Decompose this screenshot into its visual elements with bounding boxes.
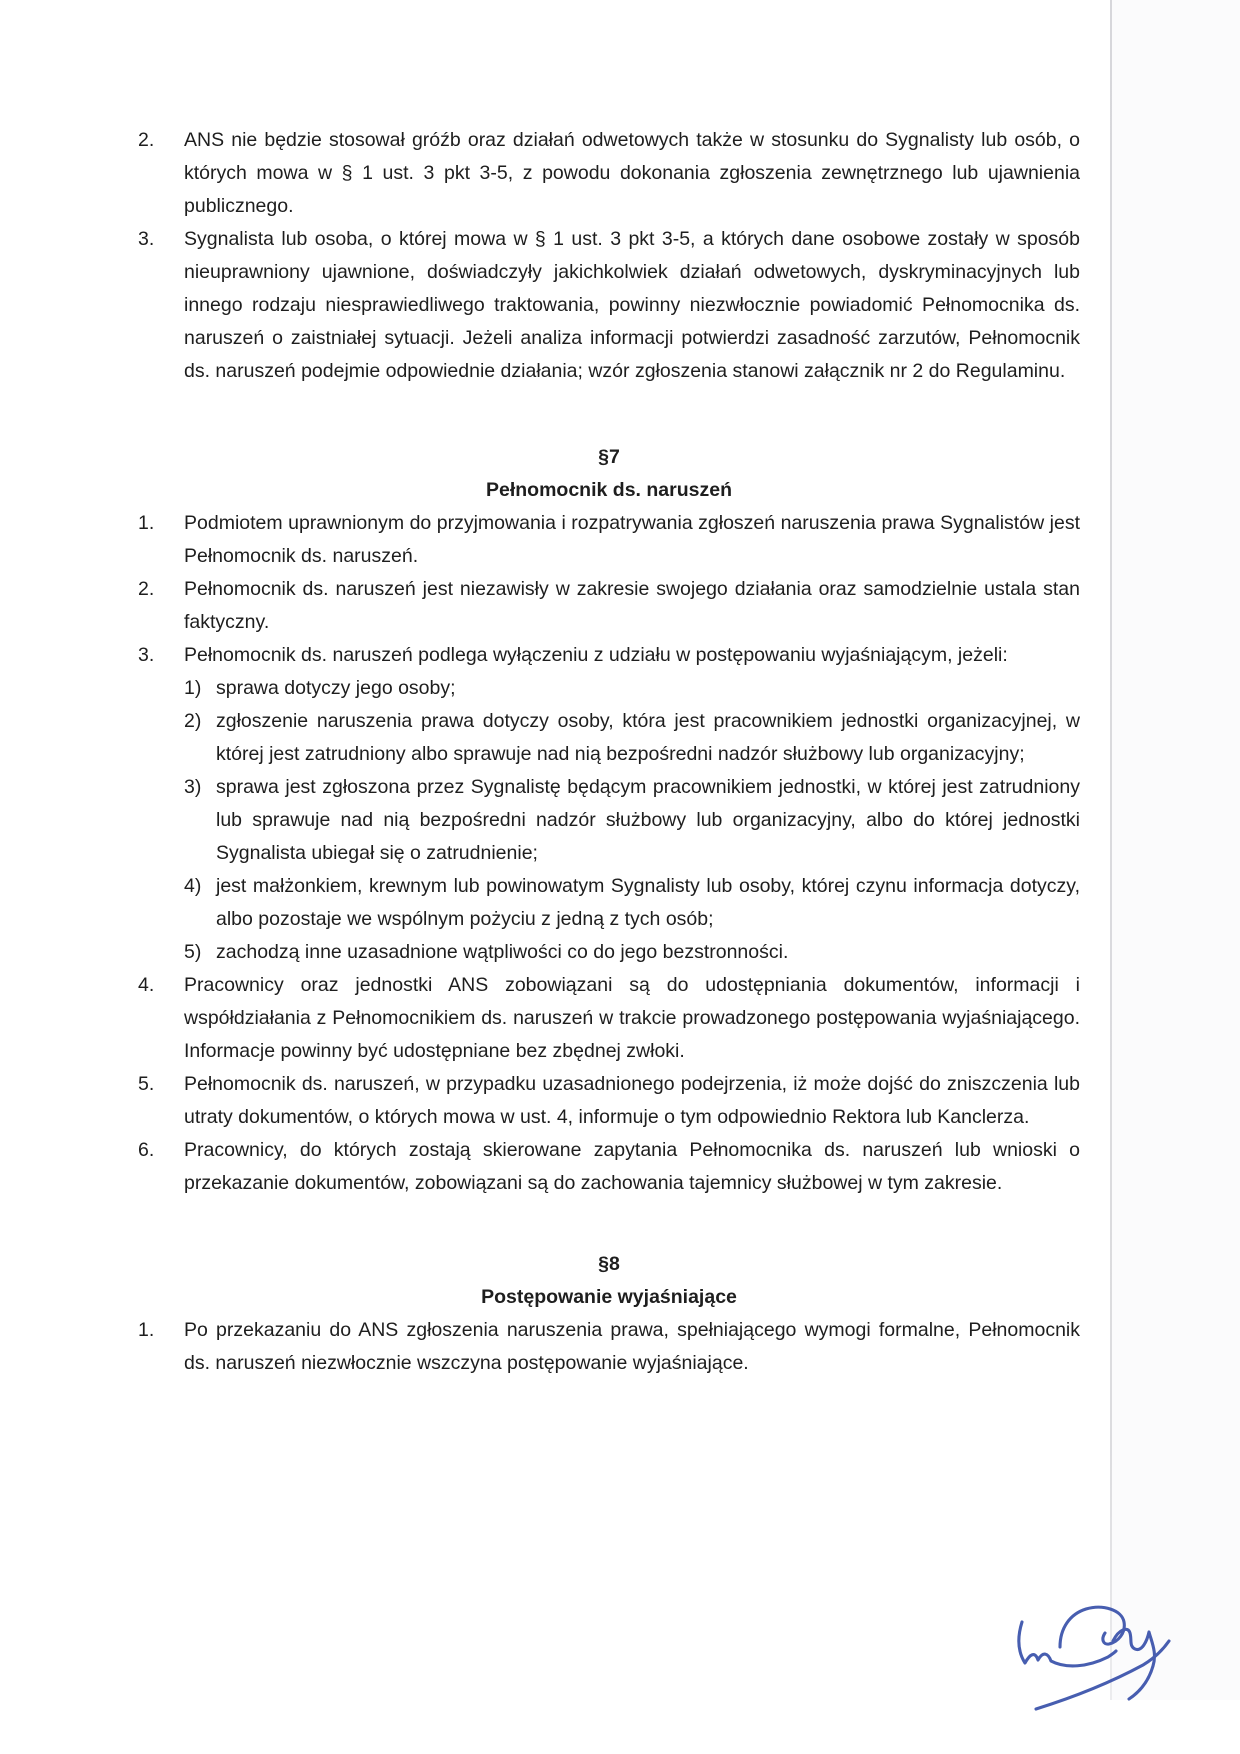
section-7-number: §7: [598, 446, 620, 468]
list-item-number: 2.: [138, 578, 155, 600]
list-item-number: 5.: [138, 1073, 155, 1095]
sub-list-item-number: 2): [184, 710, 202, 732]
sub-list-item-text: zachodzą inne uzasadnione wątpliwości co do jego bezstronności.: [216, 941, 789, 963]
sub-list-item-number: 4): [184, 875, 202, 897]
section-8-number: §8: [598, 1253, 620, 1275]
sub-list-item: [184, 672, 1080, 705]
sub-list-item: [184, 870, 1080, 936]
section-7-title: Pełnomocnik ds. naruszeń: [486, 479, 732, 501]
list-item-text: Pracownicy oraz jednostki ANS zobowiązani są do udostępniania dokumentów, informacji i współdziałania z Pełnomocnikiem ds. naruszeń w trakcie prowadzonego postępowania wyjaśniającego. Informacje powinny być udostępniane bez zbędnej zwłoki.: [184, 974, 1080, 1062]
sub-list-item-number: 5): [184, 941, 202, 963]
section-8-title: Postępowanie wyjaśniające: [481, 1286, 737, 1308]
sub-list-item-text: sprawa jest zgłoszona przez Sygnalistę będącym pracownikiem jednostki, w której jest zatrudniony lub sprawuje nad nią bezpośredni nadzór służbowy lub organizacyjny, albo do której jednostki Sygnalista ubiegał się o zatrudnienie;: [216, 776, 1080, 864]
list-item-number: 3.: [138, 644, 155, 666]
list-item-number: 4.: [138, 974, 155, 996]
sub-list-item: [184, 771, 1080, 870]
list-item-number: 6.: [138, 1139, 155, 1161]
list-item: [138, 223, 1080, 388]
list-item-number: 3.: [138, 228, 155, 250]
document-content: [138, 124, 1080, 1380]
sub-list-item: [184, 705, 1080, 771]
list-item-text: Sygnalista lub osoba, o której mowa w § 1 ust. 3 pkt 3-5, a których dane osobowe zostały w sposób nieuprawniony ujawnione, doświadczyły jakichkolwiek działań odwetowych, dyskryminacyjnych lub innego rodzaju niesprawiedliwego traktowania, powinny niezwłocznie powiadomić Pełnomocnika ds. naruszeń o zaistniałej sytuacji. Jeżeli analiza informacji potwierdzi zasadność zarzutów, Pełnomocnik ds. naruszeń podejmie odpowiednie działania; wzór zgłoszenia stanowi załącznik nr 2 do Regulaminu.: [184, 228, 1080, 382]
list-item-text: ANS nie będzie stosował gróźb oraz działań odwetowych także w stosunku do Sygnalisty lub osób, o których mowa w § 1 ust. 3 pkt 3-5, z powodu dokonania zgłoszenia zewnętrznego lub ujawnienia publicznego.: [184, 129, 1080, 217]
list-item-text: Podmiotem uprawnionym do przyjmowania i rozpatrywania zgłoszeń naruszenia prawa Sygnalistów jest Pełnomocnik ds. naruszeń.: [184, 512, 1080, 567]
list-item-number: 2.: [138, 129, 155, 151]
handwritten-signature: [1002, 1578, 1192, 1718]
list-item: [138, 507, 1080, 573]
list-item: [138, 1314, 1080, 1380]
list-item: [138, 573, 1080, 639]
section-7-heading: [138, 441, 1080, 507]
list-item: [138, 1068, 1080, 1134]
list-item: [138, 639, 1080, 969]
list-item-text: Po przekazaniu do ANS zgłoszenia naruszenia prawa, spełniającego wymogi formalne, Pełnomocnik ds. naruszeń niezwłocznie wszczyna postępowanie wyjaśniające.: [184, 1319, 1080, 1374]
sub-list-item-number: 1): [184, 677, 202, 699]
list-item: [138, 1134, 1080, 1200]
list-item-text: Pełnomocnik ds. naruszeń, w przypadku uzasadnionego podejrzenia, iż może dojść do zniszczenia lub utraty dokumentów, o których mowa w ust. 4, informuje o tym odpowiednio Rektora lub Kanclerza.: [184, 1073, 1080, 1128]
scan-margin-tint: [1112, 0, 1240, 1700]
sub-list-item: [184, 936, 1080, 969]
list-item-text: Pełnomocnik ds. naruszeń podlega wyłączeniu z udziału w postępowaniu wyjaśniającym, jeżeli:: [184, 644, 1008, 666]
list-item: [138, 124, 1080, 223]
list-item-text: Pracownicy, do których zostają skierowane zapytania Pełnomocnika ds. naruszeń lub wnioski o przekazanie dokumentów, zobowiązani są do zachowania tajemnicy służbowej w tym zakresie.: [184, 1139, 1080, 1194]
sub-list-item-text: sprawa dotyczy jego osoby;: [216, 677, 456, 699]
sub-list-item-text: jest małżonkiem, krewnym lub powinowatym Sygnalisty lub osoby, której czynu informacja dotyczy, albo pozostaje we wspólnym pożyciu z jedną z tych osób;: [216, 875, 1080, 930]
section-8-heading: [138, 1248, 1080, 1314]
sub-list-item-number: 3): [184, 776, 202, 798]
sub-list-item-text: zgłoszenie naruszenia prawa dotyczy osoby, która jest pracownikiem jednostki organizacyjnej, w której jest zatrudniony albo sprawuje nad nią bezpośredni nadzór służbowy lub organizacyjny;: [216, 710, 1080, 765]
list-item: [138, 969, 1080, 1068]
signature-ink-icon: [1002, 1578, 1192, 1718]
list-item-number: 1.: [138, 1319, 155, 1341]
list-item-number: 1.: [138, 512, 155, 534]
list-item-text: Pełnomocnik ds. naruszeń jest niezawisły w zakresie swojego działania oraz samodzielnie ustala stan faktyczny.: [184, 578, 1080, 633]
page-scan-edge-line: [1110, 0, 1112, 1700]
